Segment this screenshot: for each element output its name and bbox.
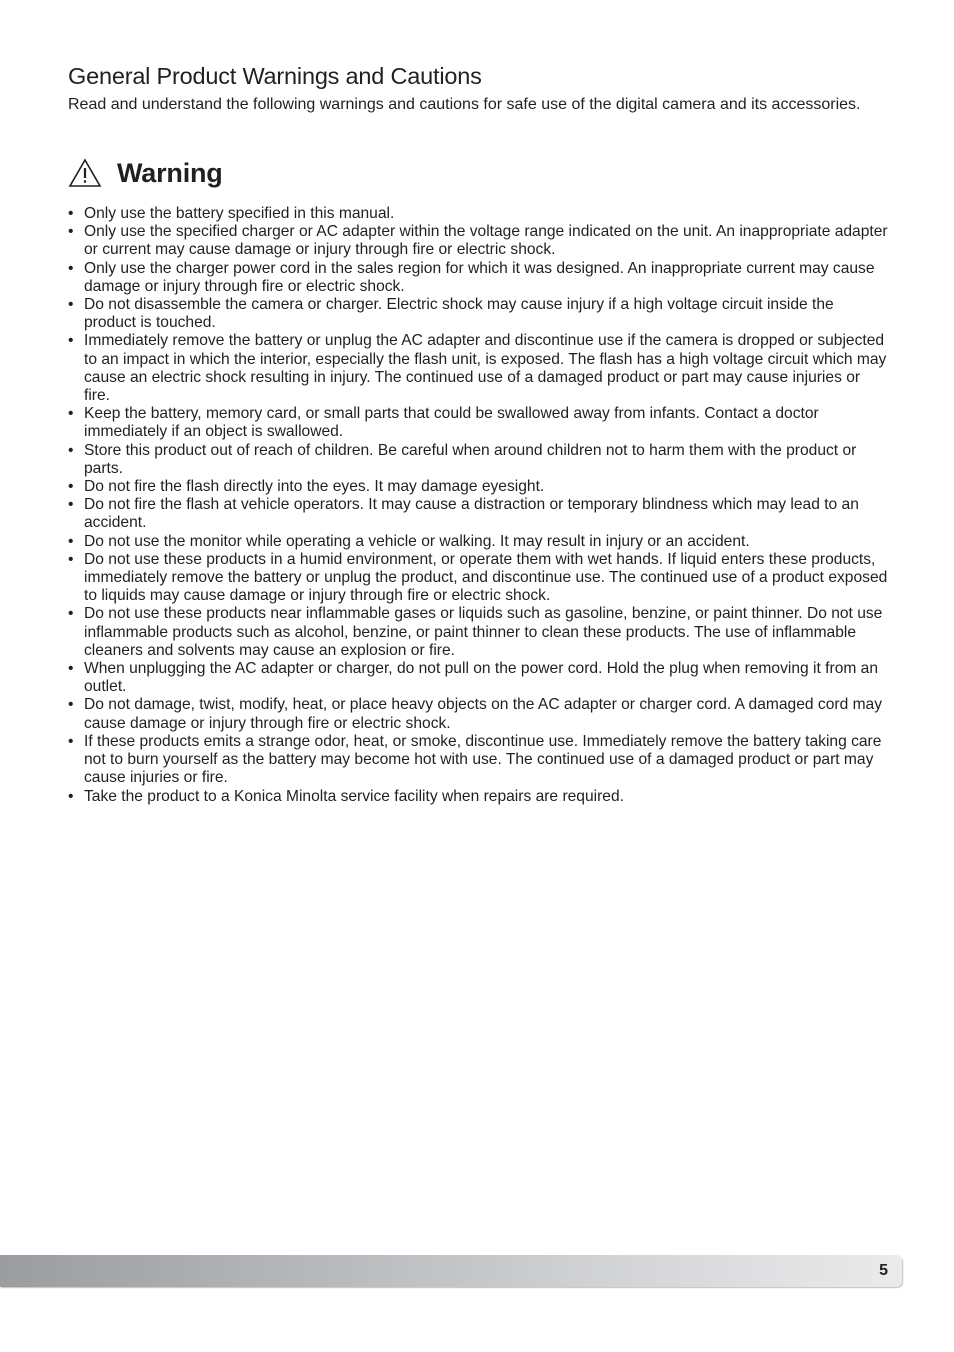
- list-item: • When unplugging the AC adapter or charger, do not pull on the power cord. Hold the plug when removing it from an outlet.: [68, 660, 888, 696]
- list-item: • Do not use these products in a humid environment, or operate them with wet hands. If liquid enters these products, immediately remove the battery or unplug the product, and discontinue use. The continued use of a product exposed to liquids may cause damage or injury through fire or electric shock.: [68, 551, 888, 606]
- list-item: • Do not use the monitor while operating a vehicle or walking. It may result in injury or an accident.: [68, 533, 888, 551]
- list-item: • Do not use these products near inflammable gases or liquids such as gasoline, benzine, or paint thinner. Do not use inflammable products such as alcohol, benzine, or paint thinner to clean these products. The use of inflammable cleaners and solvents may cause an explosion or fire.: [68, 605, 888, 660]
- list-item: • If these products emits a strange odor, heat, or smoke, discontinue use. Immediately remove the battery taking care not to burn yourself as the battery may become hot with use. The continued use of a damaged product or part may cause injuries or fire.: [68, 733, 888, 788]
- page-number: 5: [879, 1262, 888, 1279]
- list-item: • Do not disassemble the camera or charger. Electric shock may cause injury if a high voltage circuit inside the product is touched.: [68, 296, 888, 332]
- warning-triangle-icon: [68, 158, 102, 188]
- list-item: • Immediately remove the battery or unplug the AC adapter and discontinue use if the camera is dropped or subjected to an impact in which the interior, especially the flash unit, is exposed. The flash has a high voltage circuit which may cause an electric shock resulting in injury. The continued use of a damaged product or part may cause injuries or fire.: [68, 332, 888, 405]
- list-item: • Only use the charger power cord in the sales region for which it was designed. An inappropriate current may cause damage or injury through fire or electric shock.: [68, 260, 888, 296]
- intro-paragraph: Read and understand the following warnings and cautions for safe use of the digital camera and its accessories.: [68, 96, 861, 113]
- list-item: • Store this product out of reach of children. Be careful when around children not to harm them with the product or parts.: [68, 442, 888, 478]
- list-item: • Only use the specified charger or AC adapter within the voltage range indicated on the unit. An inappropriate adapter or current may cause damage or injury through fire or electric shock.: [68, 223, 888, 259]
- warning-heading: [68, 154, 223, 192]
- list-item: • Do not fire the flash at vehicle operators. It may cause a distraction or temporary blindness which may lead to an accident.: [68, 496, 888, 532]
- list-item: • Only use the battery specified in this manual.: [68, 205, 888, 223]
- list-item: • Do not damage, twist, modify, heat, or place heavy objects on the AC adapter or charger cord. A damaged cord may cause damage or injury through fire or electric shock.: [68, 696, 888, 732]
- list-item: • Take the product to a Konica Minolta service facility when repairs are required.: [68, 788, 888, 806]
- list-item: • Do not fire the flash directly into the eyes. It may damage eyesight.: [68, 478, 888, 496]
- footer-bar: [0, 1255, 902, 1287]
- page-title: General Product Warnings and Cautions: [68, 63, 482, 89]
- warning-list: [68, 205, 888, 806]
- warning-heading-label: Warning: [117, 157, 223, 188]
- list-item: • Keep the battery, memory card, or small parts that could be swallowed away from infants. Contact a doctor immediately if an object is swallowed.: [68, 405, 888, 441]
